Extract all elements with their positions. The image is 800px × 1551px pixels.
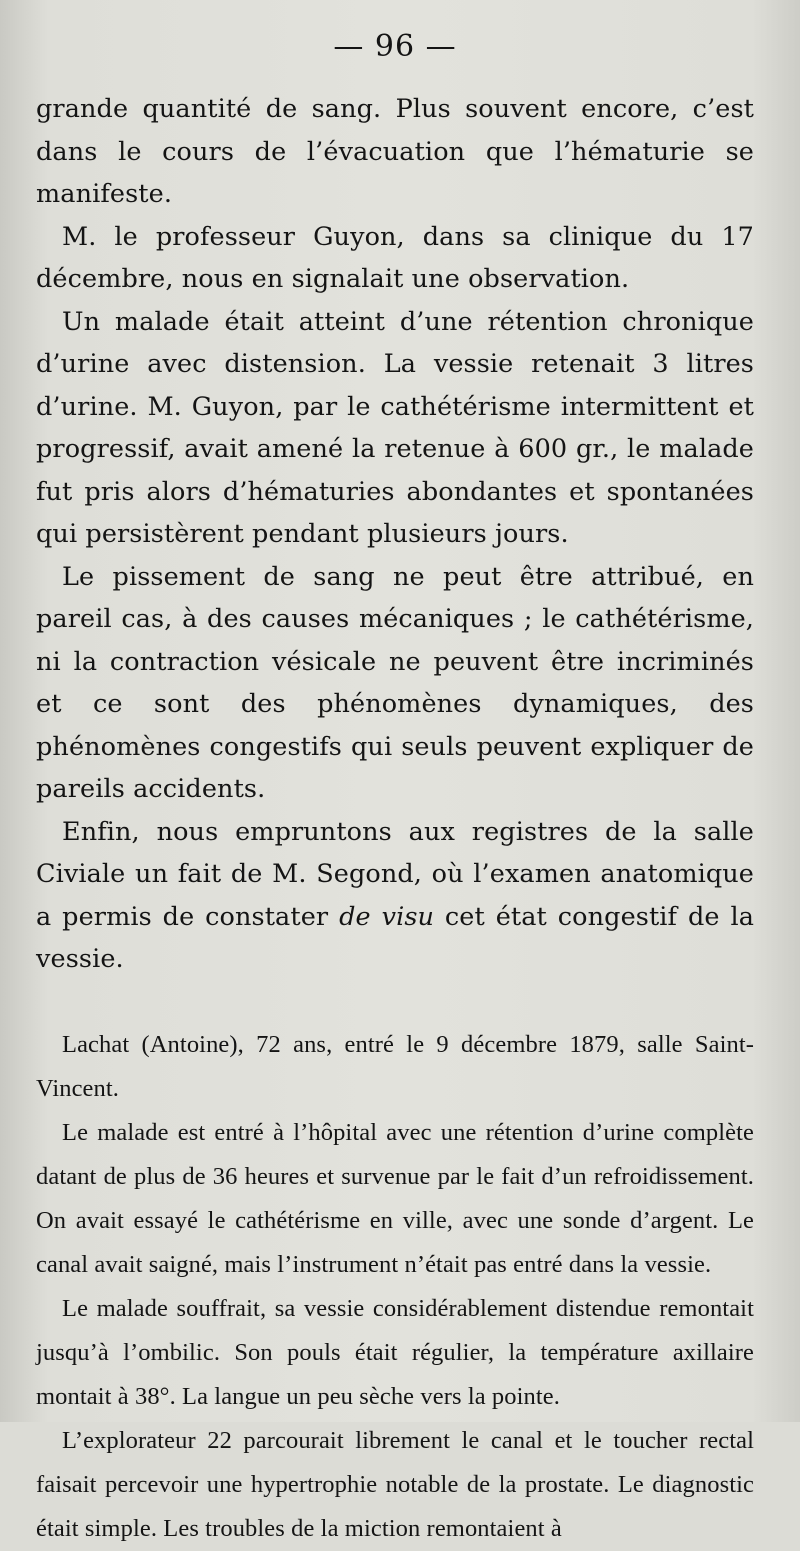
paragraph-retention-case: Un malade était atteint d’une rétention chronique d’urine avec distension. La vessie retenait 3 litres d’urine. M. Guyon, par le cathétérisme intermittent et progressif, avait amené la retenue à 600 gr., le malade fut pris alors d’hématuries abondantes et spontanées qui persistèrent pendant plusieurs jours.: [36, 306, 754, 549]
observation-symptoms: Le malade souffrait, sa vessie considérablement distendue remontait jusqu’à l’ombilic. Son pouls était régulier, la température axillaire montait à 38°. La langue un peu sèche vers la pointe.: [36, 1294, 754, 1410]
segond-text-italic: de visu: [339, 901, 435, 932]
segond-text-before: Enfin, nous empruntons aux registres de la salle Civiale un fait de M. Segond, où l’examen anatomique a permis de constater: [36, 816, 754, 932]
observation-patient-header: Lachat (Antoine), 72 ans, entré le 9 décembre 1879, salle Saint-Vincent.: [36, 1030, 754, 1102]
paragraph-guyon-clinic: M. le professeur Guyon, dans sa clinique du 17 décembre, nous en signalait une observation.: [36, 221, 754, 294]
page-body: [36, 88, 754, 1551]
paragraph-continuation: grande quantité de sang. Plus souvent encore, c’est dans le cours de l’évacuation que l’hématurie se manifeste.: [36, 94, 754, 209]
paragraph-hematuria-explanation: Le pissement de sang ne peut être attribué, en pareil cas, à des causes mécaniques ; le cathétérisme, ni la contraction vésicale ne peuvent être incriminés et ce sont des phénomènes dynamiques, des phénomènes congestifs qui seuls peuvent expliquer de pareils accidents.: [36, 561, 754, 804]
observation-diagnosis: L’explorateur 22 parcourait librement le canal et le toucher rectal faisait percevoir une hypertrophie notable de la prostate. Le diagnostic était simple. Les troubles de la miction remontaient à: [36, 1426, 754, 1542]
page-number: — 96 —: [333, 29, 457, 64]
paragraph-segond-case: [36, 811, 754, 981]
segond-text-after: cet état congestif de la vessie.: [36, 901, 755, 974]
observation-admission: Le malade est entré à l’hôpital avec une rétention d’urine complète datant de plus de 36 heures et survenue par le fait d’un refroidissement. On avait essayé le cathétérisme en ville, avec une sonde d’argent. Le canal avait saigné, mais l’instrument n’était pas entré dans la vessie.: [36, 1118, 754, 1278]
